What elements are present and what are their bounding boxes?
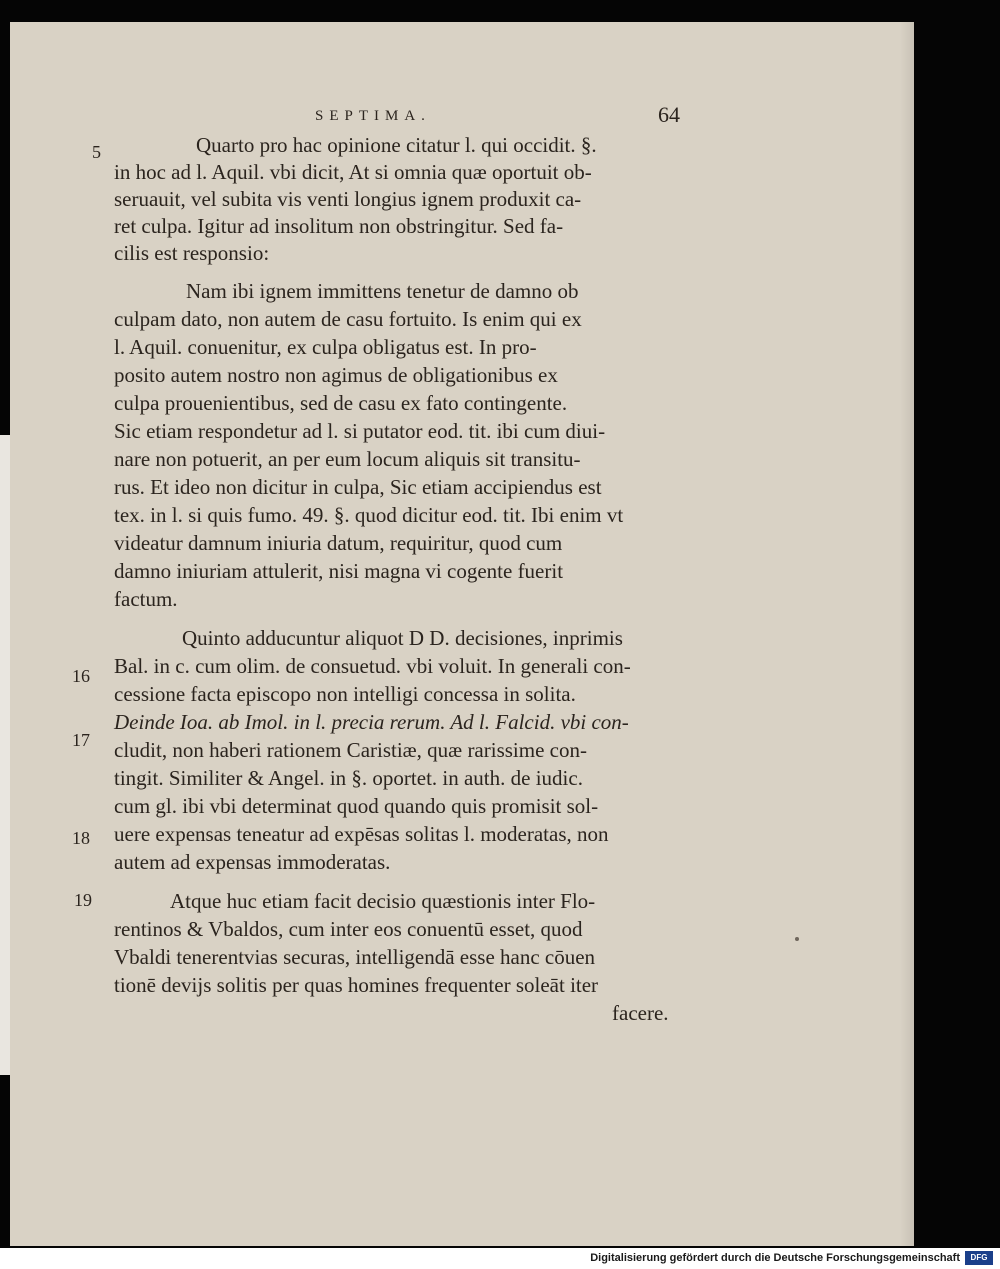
text-line: facere. <box>612 1001 669 1025</box>
text-line: nare non potuerit, an per eum locum aliquis sit transitu- <box>114 447 581 471</box>
text-line: damno iniuriam attulerit, nisi magna vi cogente fuerit <box>114 559 564 583</box>
dfg-logo-icon: DFG <box>965 1251 993 1265</box>
text-line: culpam dato, non autem de casu fortuito. Is enim qui ex <box>114 307 582 331</box>
text-line: l. Aquil. conuenitur, ex culpa obligatus est. In pro- <box>114 335 537 359</box>
text-line: cessione facta episcopo non intelligi concessa in solita. <box>114 682 576 706</box>
text-line: rus. Et ideo non dicitur in culpa, Sic etiam accipiendus est <box>114 475 602 499</box>
margin-number-17: 17 <box>72 730 90 750</box>
text-line: Sic etiam respondetur ad l. si putator eod. tit. ibi cum diui- <box>114 419 606 443</box>
running-head: SEPTIMA. <box>315 108 431 124</box>
margin-number-18: 18 <box>72 828 90 848</box>
text-line: in hoc ad l. Aquil. vbi dicit, At si omnia quæ oportuit ob- <box>114 160 592 184</box>
funding-credit: Digitalisierung gefördert durch die Deutsche Forschungsgemeinschaft <box>590 1252 960 1264</box>
margin-number-5: 5 <box>92 142 101 162</box>
text-line: factum. <box>114 587 178 611</box>
text-line: tex. in l. si quis fumo. 49. §. quod dicitur eod. tit. Ibi enim vt <box>114 503 624 527</box>
margin-number-19: 19 <box>74 890 92 910</box>
text-line: Vbaldi tenerentvias securas, intelligendā esse hanc cōuen <box>114 945 596 969</box>
text-line: Atque huc etiam facit decisio quæstionis inter Flo- <box>170 889 596 913</box>
text-line: tingit. Similiter & Angel. in §. oportet. in auth. de iudic. <box>114 766 583 790</box>
page-number: 64 <box>658 102 680 127</box>
text-line: cludit, non haberi rationem Caristiæ, quæ rarissime con- <box>114 738 587 762</box>
text-line: Quinto adducuntur aliquot D D. decisiones, inprimis <box>182 626 623 650</box>
text-line: seruauit, vel subita vis venti longius ignem produxit ca- <box>114 187 582 211</box>
text-line: videatur damnum iniuria datum, requiritur, quod cum <box>114 531 563 555</box>
margin-number-16: 16 <box>72 666 90 686</box>
text-line: Bal. in c. cum olim. de consuetud. vbi voluit. In generali con- <box>114 654 631 678</box>
text-line: posito autem nostro non agimus de obligationibus ex <box>114 363 558 387</box>
text-line: Nam ibi ignem immittens tenetur de damno ob <box>186 279 579 303</box>
paper-speck <box>795 937 799 941</box>
book-page <box>10 22 914 1246</box>
text-line: autem ad expensas immoderatas. <box>114 850 391 874</box>
text-line: tionē devijs solitis per quas homines frequenter soleāt iter <box>114 973 599 997</box>
text-line: ret culpa. Igitur ad insolitum non obstringitur. Sed fa- <box>114 214 564 238</box>
text-line: rentinos & Vbaldos, cum inter eos conuentū esset, quod <box>114 917 583 941</box>
text-line: cilis est responsio: <box>114 241 270 265</box>
text-line: culpa prouenientibus, sed de casu ex fato contingente. <box>114 391 568 415</box>
text-line: Deinde Ioa. ab Imol. in l. precia rerum. Ad l. Falcid. vbi con- <box>114 710 629 734</box>
footer-bar <box>0 1248 1000 1269</box>
text-line: uere expensas teneatur ad expēsas solitas l. moderatas, non <box>114 822 609 846</box>
text-line: cum gl. ibi vbi determinat quod quando quis promisit sol- <box>114 794 599 818</box>
text-line: Quarto pro hac opinione citatur l. qui occidit. §. <box>196 133 597 157</box>
